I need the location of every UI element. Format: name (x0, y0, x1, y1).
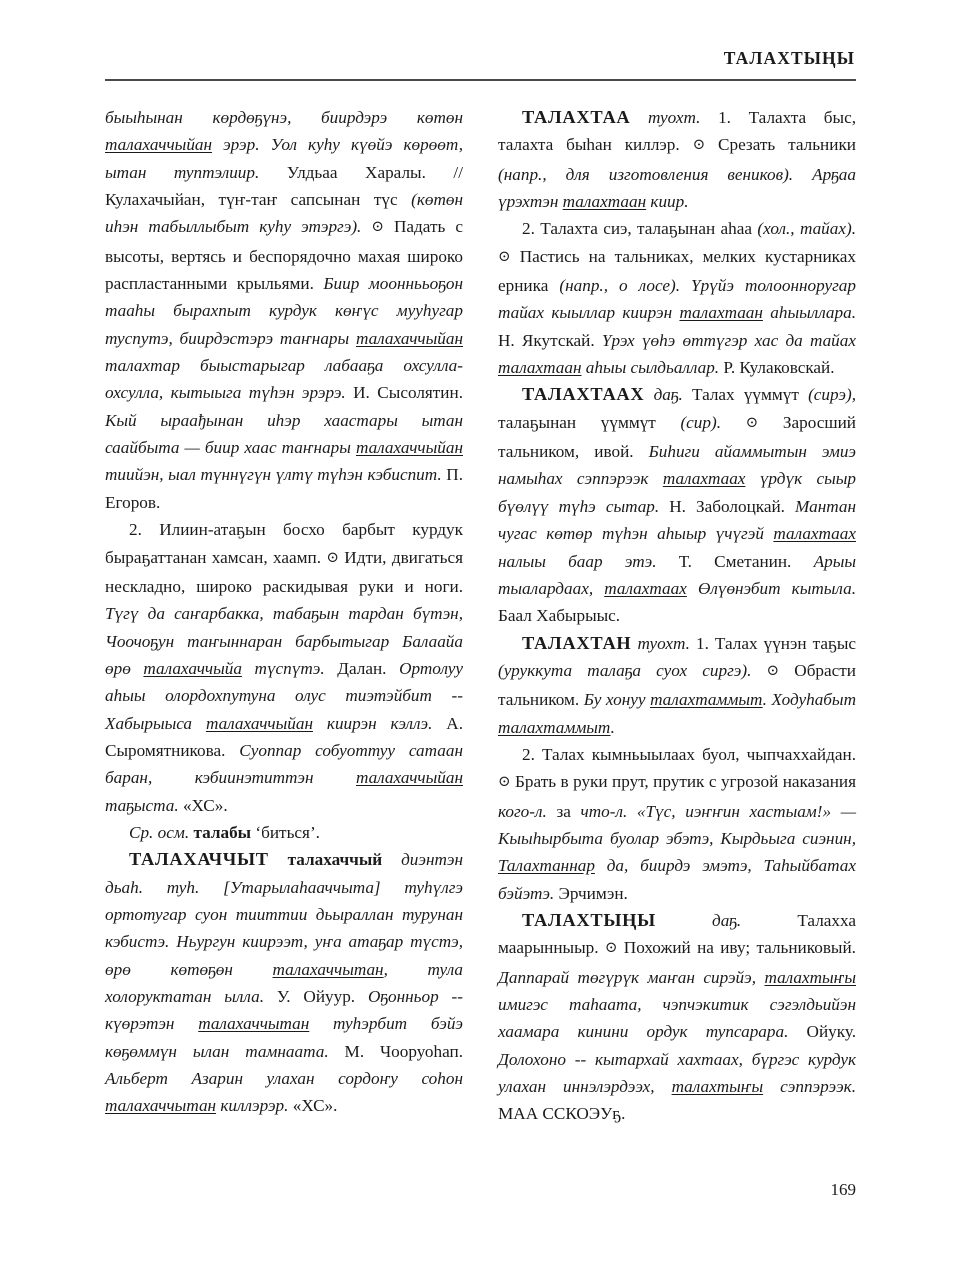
entry-talahtaax: ТАЛАХТААХ даҕ. Талах үүммүт (сирэ), талаҕынан үүммүт (сир). ⊙ Заросший тальником, ивой. Биһиги айаммытын эмиэ намыһах сэппэрээк талахтаах үрдүк сыыр бүөлүү түһэ сытар. Н. Заболоцкай. Мантан чугас көтөр түһэн аһыыр үчүгэй талахтаах налыы баар этэ. Т. Сметанин. Арыы тыалардаах, талахтаах Өлүөнэбит кытыла. Баал Хабырыыс. (498, 384, 856, 626)
column-right (498, 104, 856, 1128)
entry-talahtan-sense1: ТАЛАХТАН туохт. 1. Талах үүнэн таҕыс (уруккута талаҕа суох сиргэ). ⊙ Обрасти тальником. Бу хонуу талахтаммыт. Ходуһабыт талахтаммыт. (498, 632, 857, 737)
entry-talahaccyt: ТАЛАХАЧЧЫТ талахаччый диэнтэн дьаһ. туһ. [Утарылаһааччыта] туһүлгэ ортотугар суон тииттии дьыраллан турунан кэбистэ. Ньургун киирээт, уҥа атаҕар түстэ, өрө көтөҕөн талахаччытан, тула холоруктатан ылла. У. Ойуур. Оҕонньор -- күөрэтэн талахаччытан туһэрбит бэйэ көҕөммүн ылан тамнаата. М. Чооруоһап. Альберт Азарин улахан сордоҥу соһон талахаччытан киллэрэр. «ХС». (105, 849, 464, 1116)
entry-talahtaa-sense1: ТАЛАХТАА туохт. 1. Талахта быс, талахта быһан киллэр. ⊙ Срезать тальники (напр., для изготовления веников). Арҕаа үрэхтэн талахтаан киир. (498, 107, 857, 212)
entry-talahaccyjan-comparison: Ср. осм. талабы ‘биться’. (129, 822, 320, 842)
entry-talahtaa-sense2: 2. Талахта сиэ, талаҕынан аһаа (хол., тайах). ⊙ Пастись на тальниках, мелких кустарниках ерника (напр., о лосе). Үрүйэ толоонноругар тайах кыыллар киирэн талахтаан аһыыллара. Н. Якутскай. Үрэх үөһэ өттүгэр хас да тайах талахтаан аһыы сылдьаллар. Р. Кулаковскай. (498, 219, 857, 378)
running-head (105, 48, 855, 69)
page-folio (0, 1180, 856, 1200)
entry-talahaccyjan-sense2: 2. Илиин-атаҕын босхо барбыт курдук быраҕаттанан хамсан, хаамп. ⊙ Идти, двигаться нескладно, широко раскидывая руки и ноги. Түгү да саҥарбакка, табаҕын тардан бүтэн, Чоочоҕун таҥыннаран барбытыгар Балаайа өрө талахаччыйа түспүтэ. Далан. Ортолуу аһыы олордохпутуна олус тиэтэйбит -- Хабырыыса талахаччыйан киирэн кэллэ. А. Сыромятникова. Суоппар собуоттуу сатаан баран, кэбиинэтиттэн талахаччыйан таҕыста. «ХС». (105, 520, 464, 815)
header-rule (105, 79, 856, 81)
entry-talahaccyjan-sense1-continuation: быыһынан көрдөҕүнэ, биирдэрэ көтөн талахаччыйан эрэр. Уол куһу күөйэ көрөөт, ытан туптэлиир. Улдьаа Харалы. // Кулахачыйан, түҥ-таҥ сапсынан түс (көтөн иһэн табыллыбыт куһу этэргэ). ⊙ Падать с высоты, вертясь и беспорядочно махая широко распластанными крыльями. Биир мооннььоҕон тааһы бырахпыт курдук көҥүс мууһугар туспутэ, биирдэстэрэ таҥнары талахаччыйан талахтар быыстарыгар лабааҕа охсулла-охсулла, кытыыга түһэн эрэрэ. И. Сысолятин. Кый ыраађынан иһэр хаастары ытан саайбыта — биир хаас таҥнары талахаччыйан тиийэн, ыал түннүгүн үлтү түһэн кэбиспит. П. Егоров. (105, 108, 464, 512)
entry-talahtan-sense2: 2. Талах кымньыылаах буол, чыпчаххайдан. ⊙ Брать в руки прут, прутик с угрозой наказания кого-л. за что-л. «Түс, иэҥҥин хастыам!» — Кыыһырбыта буолар эбэтэ, Кырдьыга сиэнин, Талахтаннар да, биирдэ эмэтэ, Таһыйбатах бэйэтэ. Эрчимэн. (498, 744, 857, 903)
entry-talahtyny: ТАЛАХТЫҢЫ даҕ. Талахха маарынныыр. ⊙ Похожий на иву; тальниковый. Даппарай төгүрүк маҥан сирэйэ, талахтыҥы имигэс таһаата, чэпчэкитик сэгэлдьийэн хаамара кинини ордук тупсарара. Ойуку. Долохоно -- кытархай хахтаах, бүргэс курдук улахан иннэлэрдээх, талахтыҥы сэппэрээк. МАА ССКОЭУҕ. (498, 909, 857, 1124)
column-left (105, 104, 463, 1120)
folio-number: 169 (830, 1180, 856, 1199)
running-head-text: ТАЛАХТЫҢЫ (723, 48, 855, 68)
